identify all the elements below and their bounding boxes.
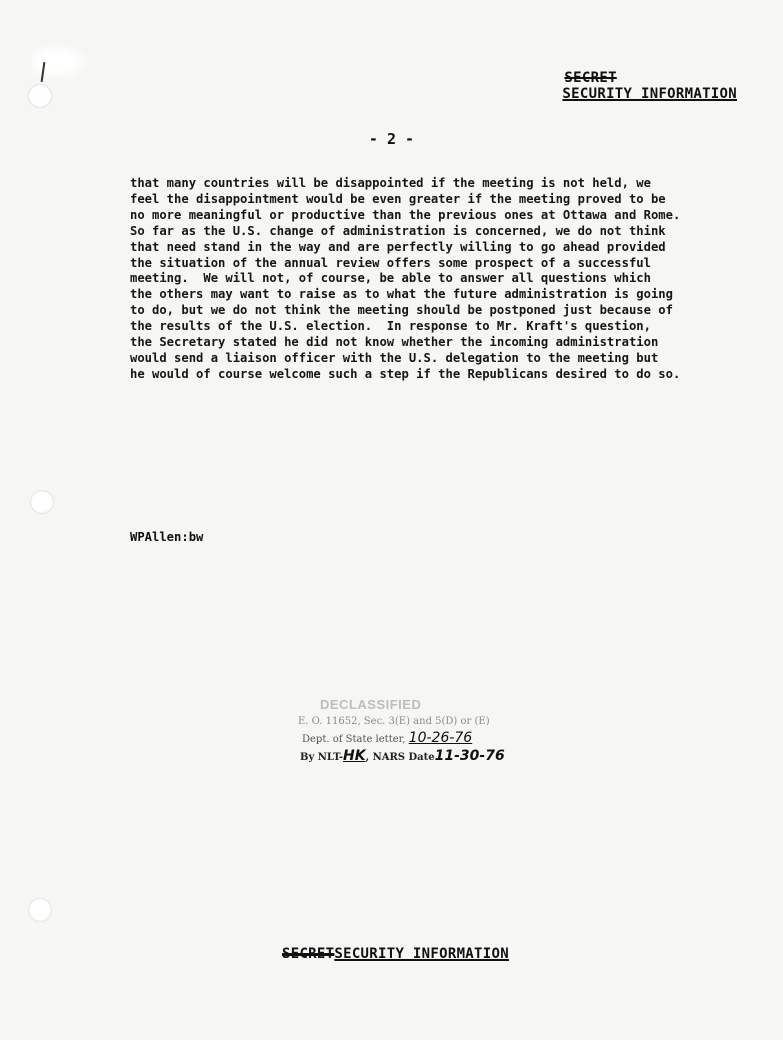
stamp-letter-date: 10-26-76 <box>408 730 473 746</box>
body-line: no more meaningful or productive than the previous ones at Ottawa and Rome. <box>130 207 681 222</box>
body-line: meeting. We will not, of course, be able to answer all questions which <box>130 271 651 286</box>
body-line: So far as the U.S. change of administration is concerned, we do not think <box>130 223 666 238</box>
stamp-initials: HK <box>343 748 366 764</box>
drafter-initials: WPAllen:bw <box>130 530 204 544</box>
body-text <box>130 176 750 383</box>
header-security-information: SECURITY INFORMATION <box>562 86 737 102</box>
body-line: feel the disappointment would be even greater if the meeting proved to be <box>130 191 666 206</box>
header-struck-classification: SECRET <box>564 70 617 86</box>
body-line: that need stand in the way and are perfectly willing to go ahead provided <box>130 239 666 254</box>
stamp-nars-line <box>282 748 522 766</box>
body-line: would send a liaison officer with the U.S. delegation to the meeting but <box>130 350 659 365</box>
stamp-letter-line <box>282 730 522 748</box>
stamp-title: DECLASSIFIED <box>320 697 422 712</box>
punch-hole-middle <box>30 490 54 514</box>
body-line: the results of the U.S. election. In response to Mr. Kraft's question, <box>130 319 651 334</box>
declassification-stamp <box>282 696 522 766</box>
footer-security-information: SECURITY INFORMATION <box>334 946 509 962</box>
body-line: he would of course welcome such a step if the Republicans desired to do so. <box>130 366 681 381</box>
stamp-letter-label: Dept. of State letter, <box>302 734 409 745</box>
stamp-by-label: By NLT- <box>300 752 344 763</box>
header-classification <box>562 70 737 102</box>
page-number: - 2 - <box>368 130 415 148</box>
footer-classification <box>282 946 509 962</box>
body-line: the Secretary stated he did not know whether the incoming administration <box>130 335 659 350</box>
footer-struck-classification: SECRET <box>282 946 335 962</box>
stamp-nars-label: , NARS Date <box>365 752 435 763</box>
stamp-authority: E. O. 11652, Sec. 3(E) and 5(D) or (E) <box>298 716 490 727</box>
body-line: the others may want to raise as to what the future administration is going <box>130 287 673 302</box>
body-line: the situation of the annual review offers some prospect of a successful <box>130 255 651 270</box>
body-line: that many countries will be disappointed if the meeting is not held, we <box>130 176 651 190</box>
body-line: to do, but we do not think the meeting should be postponed just because of <box>130 303 673 318</box>
punch-hole-bottom <box>28 898 52 922</box>
stamp-nars-date: 11-30-76 <box>434 748 505 764</box>
punch-hole-top <box>28 84 52 108</box>
